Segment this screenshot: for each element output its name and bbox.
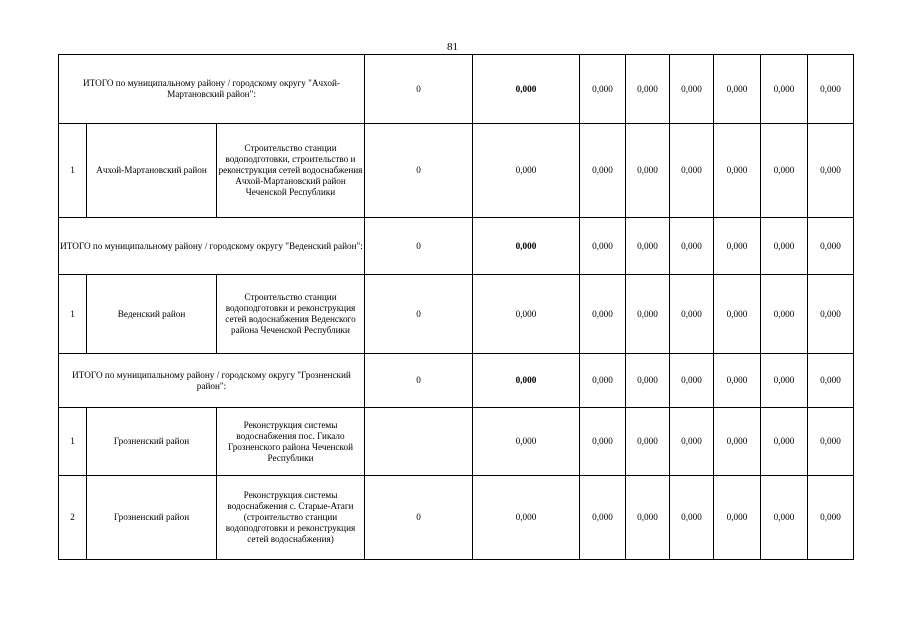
total-label: ИТОГО по муниципальному району / городскому округу "Грозненский район": <box>59 354 365 408</box>
project-description: Реконструкция системы водоснабжения с. Старые-Атаги (строительство станции водоподготовки и реконструкция сетей водоснабжения) <box>217 476 365 560</box>
district-name: Грозненский район <box>87 476 217 560</box>
project-description: Строительство станции водоподготовки, строительство и реконструкция сетей водоснабжения Ачхой-Мартановский район Чеченской Республики <box>217 124 365 218</box>
value-cell: 0,000 <box>626 124 670 218</box>
table-row <box>59 408 854 476</box>
page-number: 81 <box>447 41 458 53</box>
total-amount: 0,000 <box>473 354 580 408</box>
district-name: Грозненский район <box>87 408 217 476</box>
district-name: Ачхой-Мартановский район <box>87 124 217 218</box>
total-amount: 0,000 <box>473 218 580 275</box>
row-cell <box>365 408 473 476</box>
value-cell: 0,000 <box>670 408 714 476</box>
total-value-cell: 0,000 <box>714 354 761 408</box>
total-value-cell: 0,000 <box>714 55 761 124</box>
value-cell: 0,000 <box>761 124 808 218</box>
table-row <box>59 275 854 354</box>
funding-table <box>58 54 854 560</box>
value-cell: 0,000 <box>761 476 808 560</box>
total-value-cell: 0,000 <box>761 354 808 408</box>
table-row <box>59 476 854 560</box>
value-cell: 0,000 <box>808 476 854 560</box>
value-cell: 0,000 <box>714 124 761 218</box>
total-value-cell: 0,000 <box>670 218 714 275</box>
total-value-cell: 0,000 <box>626 218 670 275</box>
value-cell: 0,000 <box>761 275 808 354</box>
value-cell: 0,000 <box>670 476 714 560</box>
value-cell: 0,000 <box>626 275 670 354</box>
total-value-cell: 0,000 <box>670 55 714 124</box>
row-cell: 0 <box>365 476 473 560</box>
total-value-cell: 0,000 <box>580 55 626 124</box>
row-number: 1 <box>59 408 87 476</box>
value-cell: 0,000 <box>626 408 670 476</box>
value-cell: 0,000 <box>808 408 854 476</box>
row-number: 1 <box>59 275 87 354</box>
value-cell: 0,000 <box>670 275 714 354</box>
value-cell: 0,000 <box>580 408 626 476</box>
total-row <box>59 354 854 408</box>
total-value-cell: 0,000 <box>626 354 670 408</box>
value-cell: 0,000 <box>580 124 626 218</box>
total-value-cell: 0,000 <box>670 354 714 408</box>
row-number: 1 <box>59 124 87 218</box>
project-description: Реконструкция системы водоснабжения пос. Гикало Грозненского района Чеченской Республики <box>217 408 365 476</box>
total-cell: 0 <box>365 354 473 408</box>
total-row <box>59 218 854 275</box>
row-amount: 0,000 <box>473 124 580 218</box>
total-value-cell: 0,000 <box>808 354 854 408</box>
total-amount: 0,000 <box>473 55 580 124</box>
total-row <box>59 55 854 124</box>
row-amount: 0,000 <box>473 476 580 560</box>
value-cell: 0,000 <box>714 476 761 560</box>
value-cell: 0,000 <box>808 275 854 354</box>
value-cell: 0,000 <box>580 476 626 560</box>
total-label: ИТОГО по муниципальному району / городскому округу "Ачхой-Мартановский район": <box>59 55 365 124</box>
table-row <box>59 124 854 218</box>
value-cell: 0,000 <box>808 124 854 218</box>
value-cell: 0,000 <box>714 275 761 354</box>
value-cell: 0,000 <box>580 275 626 354</box>
total-value-cell: 0,000 <box>714 218 761 275</box>
project-description: Строительство станции водоподготовки и реконструкция сетей водоснабжения Веденского района Чеченской Республики <box>217 275 365 354</box>
total-cell: 0 <box>365 55 473 124</box>
total-value-cell: 0,000 <box>761 218 808 275</box>
total-value-cell: 0,000 <box>580 218 626 275</box>
total-value-cell: 0,000 <box>580 354 626 408</box>
value-cell: 0,000 <box>626 476 670 560</box>
total-cell: 0 <box>365 218 473 275</box>
total-label: ИТОГО по муниципальному району / городскому округу "Веденский район": <box>59 218 365 275</box>
total-value-cell: 0,000 <box>808 218 854 275</box>
total-value-cell: 0,000 <box>626 55 670 124</box>
row-cell: 0 <box>365 275 473 354</box>
row-cell: 0 <box>365 124 473 218</box>
row-amount: 0,000 <box>473 408 580 476</box>
row-amount: 0,000 <box>473 275 580 354</box>
value-cell: 0,000 <box>714 408 761 476</box>
row-number: 2 <box>59 476 87 560</box>
total-value-cell: 0,000 <box>808 55 854 124</box>
total-value-cell: 0,000 <box>761 55 808 124</box>
district-name: Веденский район <box>87 275 217 354</box>
value-cell: 0,000 <box>761 408 808 476</box>
value-cell: 0,000 <box>670 124 714 218</box>
